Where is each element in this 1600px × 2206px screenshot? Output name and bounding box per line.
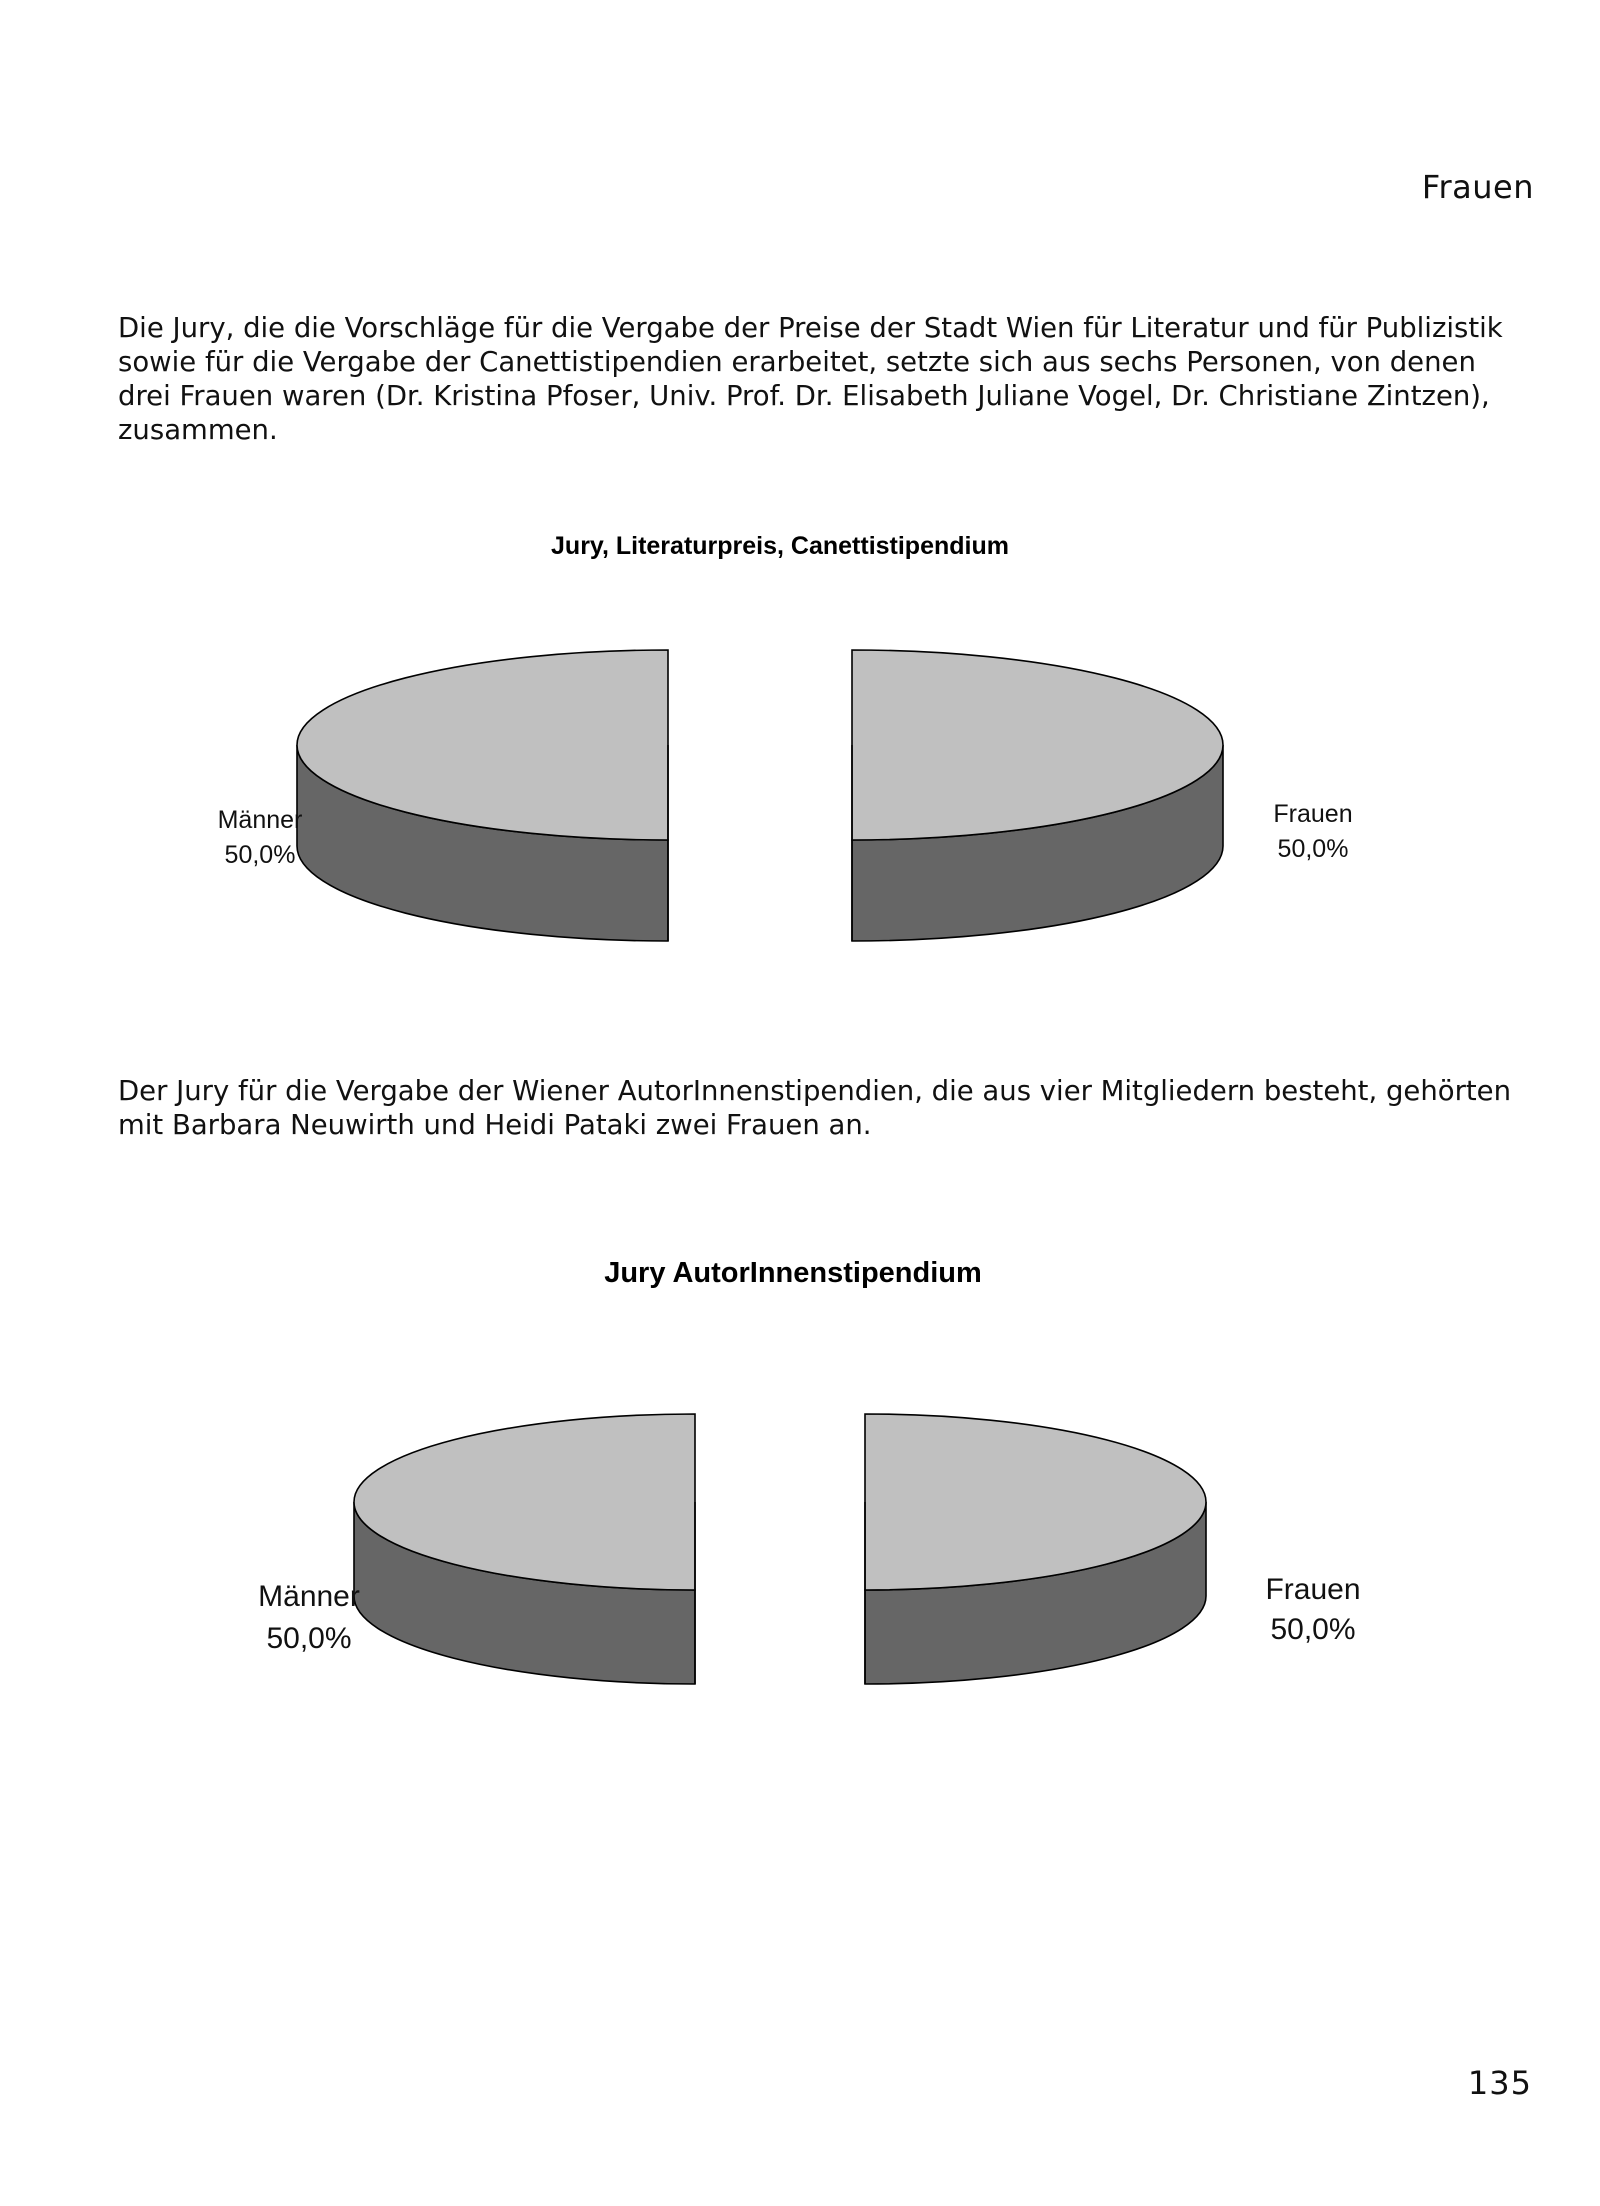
slice-value-maenner: 50,0% [266, 1622, 352, 1655]
slice-label-frauen: Frauen [1265, 1573, 1361, 1606]
pie-slice-wall-maenner [667, 745, 669, 941]
slice-value-frauen: 50,0% [1270, 1613, 1356, 1646]
chart-jury-autorinnen [0, 1240, 1600, 1710]
chart-title: Jury, Literaturpreis, Canettistipendium [551, 532, 1009, 560]
slice-value-frauen: 50,0% [1277, 835, 1349, 863]
paragraph-jury-autorinnen: Der Jury für die Vergabe der Wiener AutorInnenstipendien, die aus vier Mitgliedern besteht, gehörten mit Barbara Neuwirth und Heidi Pataki zwei Frauen an. [118, 1075, 1512, 1141]
pie-slice-wall-frauen [864, 1502, 866, 1684]
pie-slice-wall-frauen [851, 745, 853, 941]
pie-chart-jury-autorinnen [0, 1240, 1600, 1710]
page-header: Frauen [1421, 168, 1534, 206]
slice-label-maenner: Männer [217, 806, 303, 834]
slice-label-frauen: Frauen [1273, 800, 1353, 828]
chart-jury-literaturpreis [0, 510, 1600, 970]
slice-label-maenner: Männer [258, 1580, 360, 1613]
page-number: 135 [1467, 2064, 1532, 2102]
chart-title: Jury AutorInnenstipendium [604, 1257, 982, 1289]
pie-slice-wall-maenner [694, 1502, 696, 1684]
slice-value-maenner: 50,0% [224, 841, 296, 869]
pie-slices [297, 650, 1223, 941]
pie-slices [354, 1414, 1206, 1684]
paragraph-jury-literaturpreis: Die Jury, die die Vorschläge für die Vergabe der Preise der Stadt Wien für Literatur und für Publizistik sowie für die Vergabe der Canettistipendien erarbeitet, setzte sich aus sechs Personen, von denen drei Frauen waren (Dr. Kristina Pfoser, Univ. Prof. Dr. Elisabeth Juliane Vogel, Dr. Christiane Zintzen), zusammen. [118, 312, 1503, 446]
pie-chart-jury-literaturpreis [0, 510, 1600, 970]
